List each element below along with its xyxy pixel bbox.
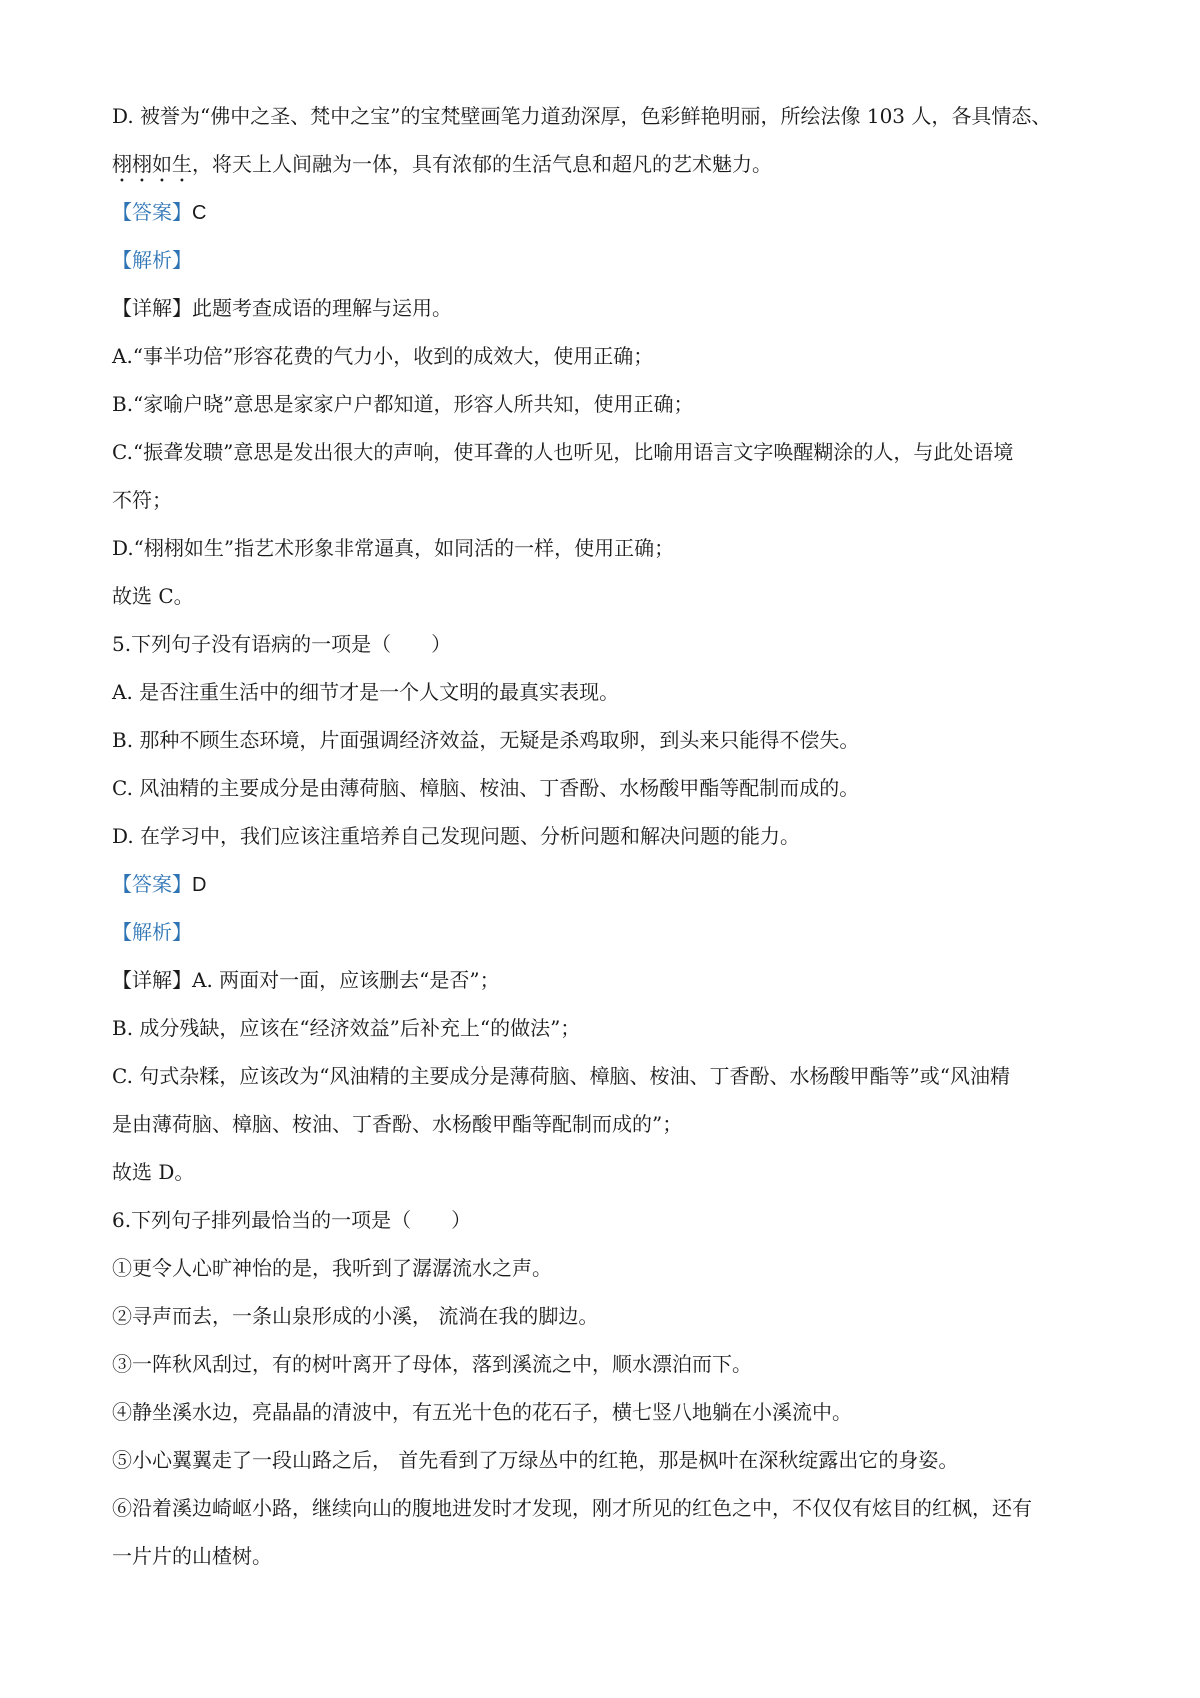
q5-answer (112, 860, 1102, 908)
q6-sentence-4: ④静坐溪水边，亮晶晶的清波中，有五光十色的花石子，横七竖八地躺在小溪流中。 (112, 1400, 852, 1424)
q5-detail-a (112, 956, 1102, 1004)
q4-explain-d: D.“栩栩如生”指艺术形象非常逼真，如同活的一样，使用正确； (112, 536, 675, 560)
q5-option-b: B. 那种不顾生态环境，片面强调经济效益，无疑是杀鸡取卵，到头来只能得不偿失。 (112, 728, 860, 752)
q4-analysis-label: 【解析】 (112, 248, 192, 272)
q4-explain-b: B.“家喻户晓”意思是家家户户都知道，形容人所共知，使用正确； (112, 392, 694, 416)
q4-explain-c-line2: 不符； (112, 488, 172, 512)
detail-a-text: A. 两面对一面，应该删去“是否”； (192, 968, 500, 992)
q5-conclusion: 故选 D。 (112, 1160, 195, 1184)
q4-option-d-line2 (112, 140, 1102, 188)
q6-sentence-5: ⑤小心翼翼走了一段山路之后， 首先看到了万绿丛中的红艳，那是枫叶在深秋绽露出它的身姿。 (112, 1448, 959, 1472)
q6-sentence-2: ②寻声而去，一条山泉形成的小溪， 流淌在我的脚边。 (112, 1304, 599, 1328)
q5-option-a: A. 是否注重生活中的细节才是一个人文明的最真实表现。 (112, 680, 620, 704)
detail-text: 此题考查成语的理解与运用。 (192, 296, 452, 320)
q5-question: 5.下列句子没有语病的一项是（ ） (112, 632, 452, 656)
q5-option-d: D. 在学习中，我们应该注重培养自己发现问题、分析问题和解决问题的能力。 (112, 824, 801, 848)
q5-detail-c-line2: 是由薄荷脑、樟脑、桉油、丁香酚、水杨酸甲酯等配制而成的”； (112, 1112, 683, 1136)
q6-sentence-3: ③一阵秋风刮过，有的树叶离开了母体，落到溪流之中，顺水漂泊而下。 (112, 1352, 752, 1376)
q4-explain-c-line1: C.“振聋发聩”意思是发出很大的声响，使耳聋的人也听见，比喻用语言文字唤醒糊涂的人，与此处语境 (112, 440, 1014, 464)
answer-value: D (192, 874, 207, 896)
q6-sentence-1: ①更令人心旷神怡的是，我听到了潺潺流水之声。 (112, 1256, 552, 1280)
q4-explain-a: A.“事半功倍”形容花费的气力小，收到的成效大，使用正确； (112, 344, 654, 368)
q5-analysis-label: 【解析】 (112, 920, 192, 944)
answer-value: C (192, 202, 207, 224)
q6-sentence-6-line2: 一片片的山楂树。 (112, 1544, 272, 1568)
q6-sentence-6-line1: ⑥沿着溪边崎岖小路，继续向山的腹地进发时才发现，刚才所见的红色之中，不仅仅有炫目的红枫，还有 (112, 1496, 1032, 1520)
answer-label: 【答案】 (112, 872, 192, 896)
q4-option-d-line2-rest: ，将天上人间融为一体，具有浓郁的生活气息和超凡的艺术魅力。 (192, 152, 772, 176)
detail-label: 【详解】 (112, 968, 192, 992)
q6-question: 6.下列句子排列最恰当的一项是（ ） (112, 1208, 472, 1232)
q4-detail (112, 284, 1102, 332)
document-page (112, 92, 1102, 1580)
q5-detail-b: B. 成分残缺，应该在“经济效益”后补充上“的做法”； (112, 1016, 581, 1040)
detail-label: 【详解】 (112, 296, 192, 320)
q4-option-d-line1: D. 被誉为“佛中之圣、梵中之宝”的宝梵壁画笔力道劲深厚，色彩鲜艳明丽，所绘法像 103 人，各具情态、 (112, 104, 1052, 128)
q4-answer (112, 188, 1102, 236)
q4-conclusion: 故选 C。 (112, 584, 194, 608)
q5-option-c: C. 风油精的主要成分是由薄荷脑、樟脑、桉油、丁香酚、水杨酸甲酯等配制而成的。 (112, 776, 860, 800)
emphasized-idiom: 栩栩如生 (112, 152, 192, 176)
answer-label: 【答案】 (112, 200, 192, 224)
q5-detail-c-line1: C. 句式杂糅，应该改为“风油精的主要成分是薄荷脑、樟脑、桉油、丁香酚、水杨酸甲酯等”或“风油精 (112, 1064, 1010, 1088)
